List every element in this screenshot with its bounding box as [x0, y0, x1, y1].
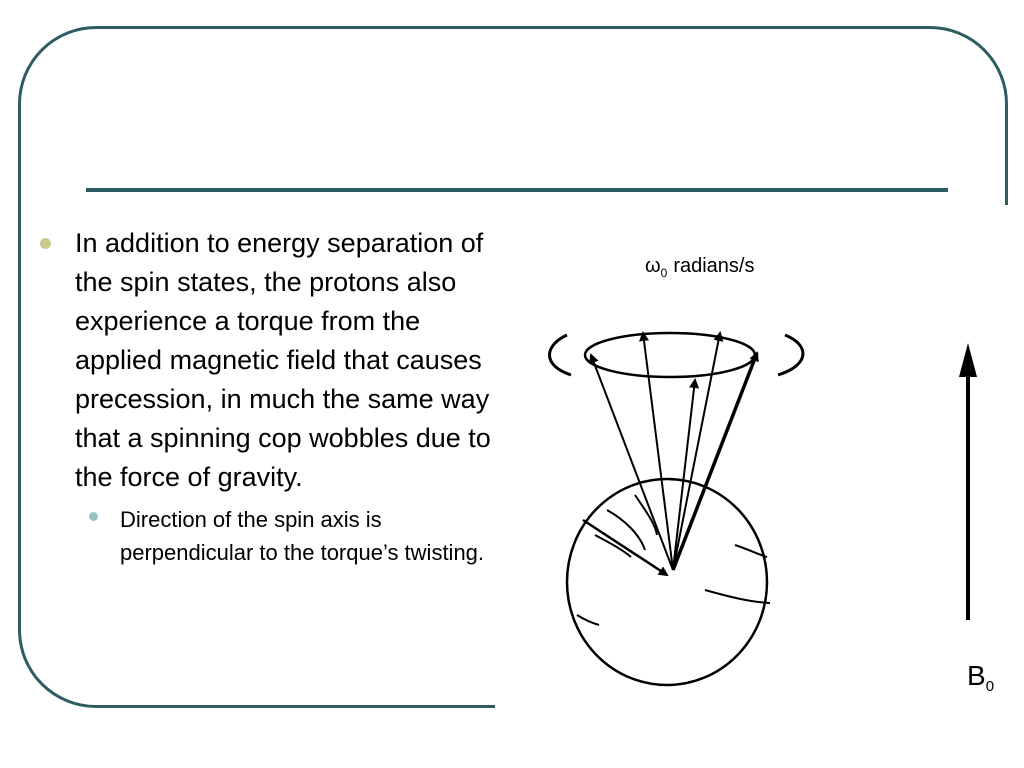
bullet-text: In addition to energy separation of the spin states, the protons also experience a torque from the applied magnetic field that causes precession, in much the same way that a spinning cop wobbles due to the force of gravity.	[75, 228, 491, 492]
magnetic-field-arrowhead-icon	[959, 343, 977, 377]
rotation-arrow-right-icon	[778, 335, 803, 375]
precession-diagram	[495, 205, 1024, 768]
field-symbol: B	[967, 660, 986, 691]
bullet-item	[38, 224, 508, 497]
sub-bullet-item	[38, 503, 508, 569]
omega-symbol: ω	[645, 255, 661, 277]
bullet-dot-icon	[40, 238, 51, 249]
rotation-arrow-left-icon	[550, 335, 572, 375]
sub-bullet-dot-icon	[89, 512, 98, 521]
spin-vector	[591, 355, 673, 570]
angular-units: radians/s	[673, 255, 755, 277]
precession-cone-rim	[585, 333, 755, 377]
angular-velocity-label	[645, 255, 754, 280]
sphere-shading	[705, 590, 770, 603]
sub-bullet-text: Direction of the spin axis is perpendicular to the torque’s twisting.	[120, 507, 485, 565]
slide-content	[38, 224, 508, 569]
sphere-shading	[577, 615, 599, 625]
field-label	[967, 660, 994, 695]
title-divider	[86, 188, 948, 192]
omega-subscript: 0	[660, 266, 668, 280]
field-subscript: 0	[985, 678, 995, 695]
spin-vector	[673, 333, 720, 570]
proton-sphere	[567, 479, 767, 685]
spin-vector	[643, 333, 673, 570]
